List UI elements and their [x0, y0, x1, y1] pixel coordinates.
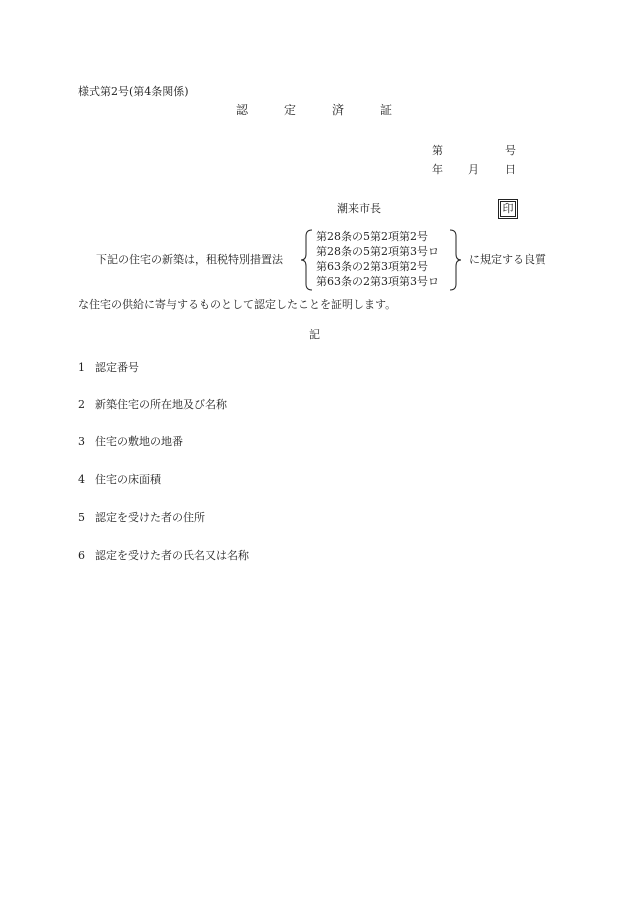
item-number: 1: [78, 361, 85, 374]
list-item: [78, 473, 161, 487]
item-number: 4: [78, 473, 85, 486]
item-label: 認定を受けた者の住所: [95, 511, 205, 524]
body-tail-text: に規定する良質: [469, 253, 546, 266]
body-continuation-text: な住宅の供給に寄与するものとして認定したことを証明します。: [78, 298, 397, 311]
item-label: 認定を受けた者の氏名又は名称: [95, 549, 249, 562]
law-article: 第28条の5第2項第3号ロ: [316, 245, 439, 258]
form-number: 様式第2号(第4条関係): [78, 85, 189, 98]
date-month: 月: [468, 163, 479, 176]
law-article: 第28条の5第2項第2号: [316, 230, 428, 243]
item-number: 3: [78, 435, 85, 448]
number-suffix: 号: [505, 144, 516, 157]
number-prefix: 第: [432, 144, 443, 157]
title-char: 定: [284, 103, 297, 117]
law-article: 第63条の2第3項第3号ロ: [316, 275, 439, 288]
list-item: [78, 361, 139, 375]
title-char: 認: [236, 103, 249, 117]
law-article: 第63条の2第3項第2号: [316, 260, 428, 273]
title-char: 証: [380, 103, 393, 117]
body-lead-text: 下記の住宅の新築は，租税特別措置法: [96, 253, 283, 266]
date-year: 年: [432, 163, 443, 176]
list-item: [78, 398, 227, 412]
list-item: [78, 511, 205, 525]
seal-mark: 印: [500, 201, 516, 217]
ki-heading: 記: [309, 328, 320, 341]
list-item: [78, 435, 183, 449]
item-label: 住宅の床面積: [95, 473, 161, 486]
item-number: 6: [78, 549, 85, 562]
right-brace-icon: [448, 229, 462, 291]
item-number: 2: [78, 398, 85, 411]
title-char: 済: [332, 103, 345, 117]
item-label: 新築住宅の所在地及び名称: [95, 398, 227, 411]
list-item: [78, 549, 249, 563]
issuer-name: 潮来市長: [337, 202, 381, 215]
date-day: 日: [505, 163, 516, 176]
item-label: 住宅の敷地の地番: [95, 435, 183, 448]
item-label: 認定番号: [95, 361, 139, 374]
left-brace-icon: [300, 229, 314, 291]
item-number: 5: [78, 511, 85, 524]
